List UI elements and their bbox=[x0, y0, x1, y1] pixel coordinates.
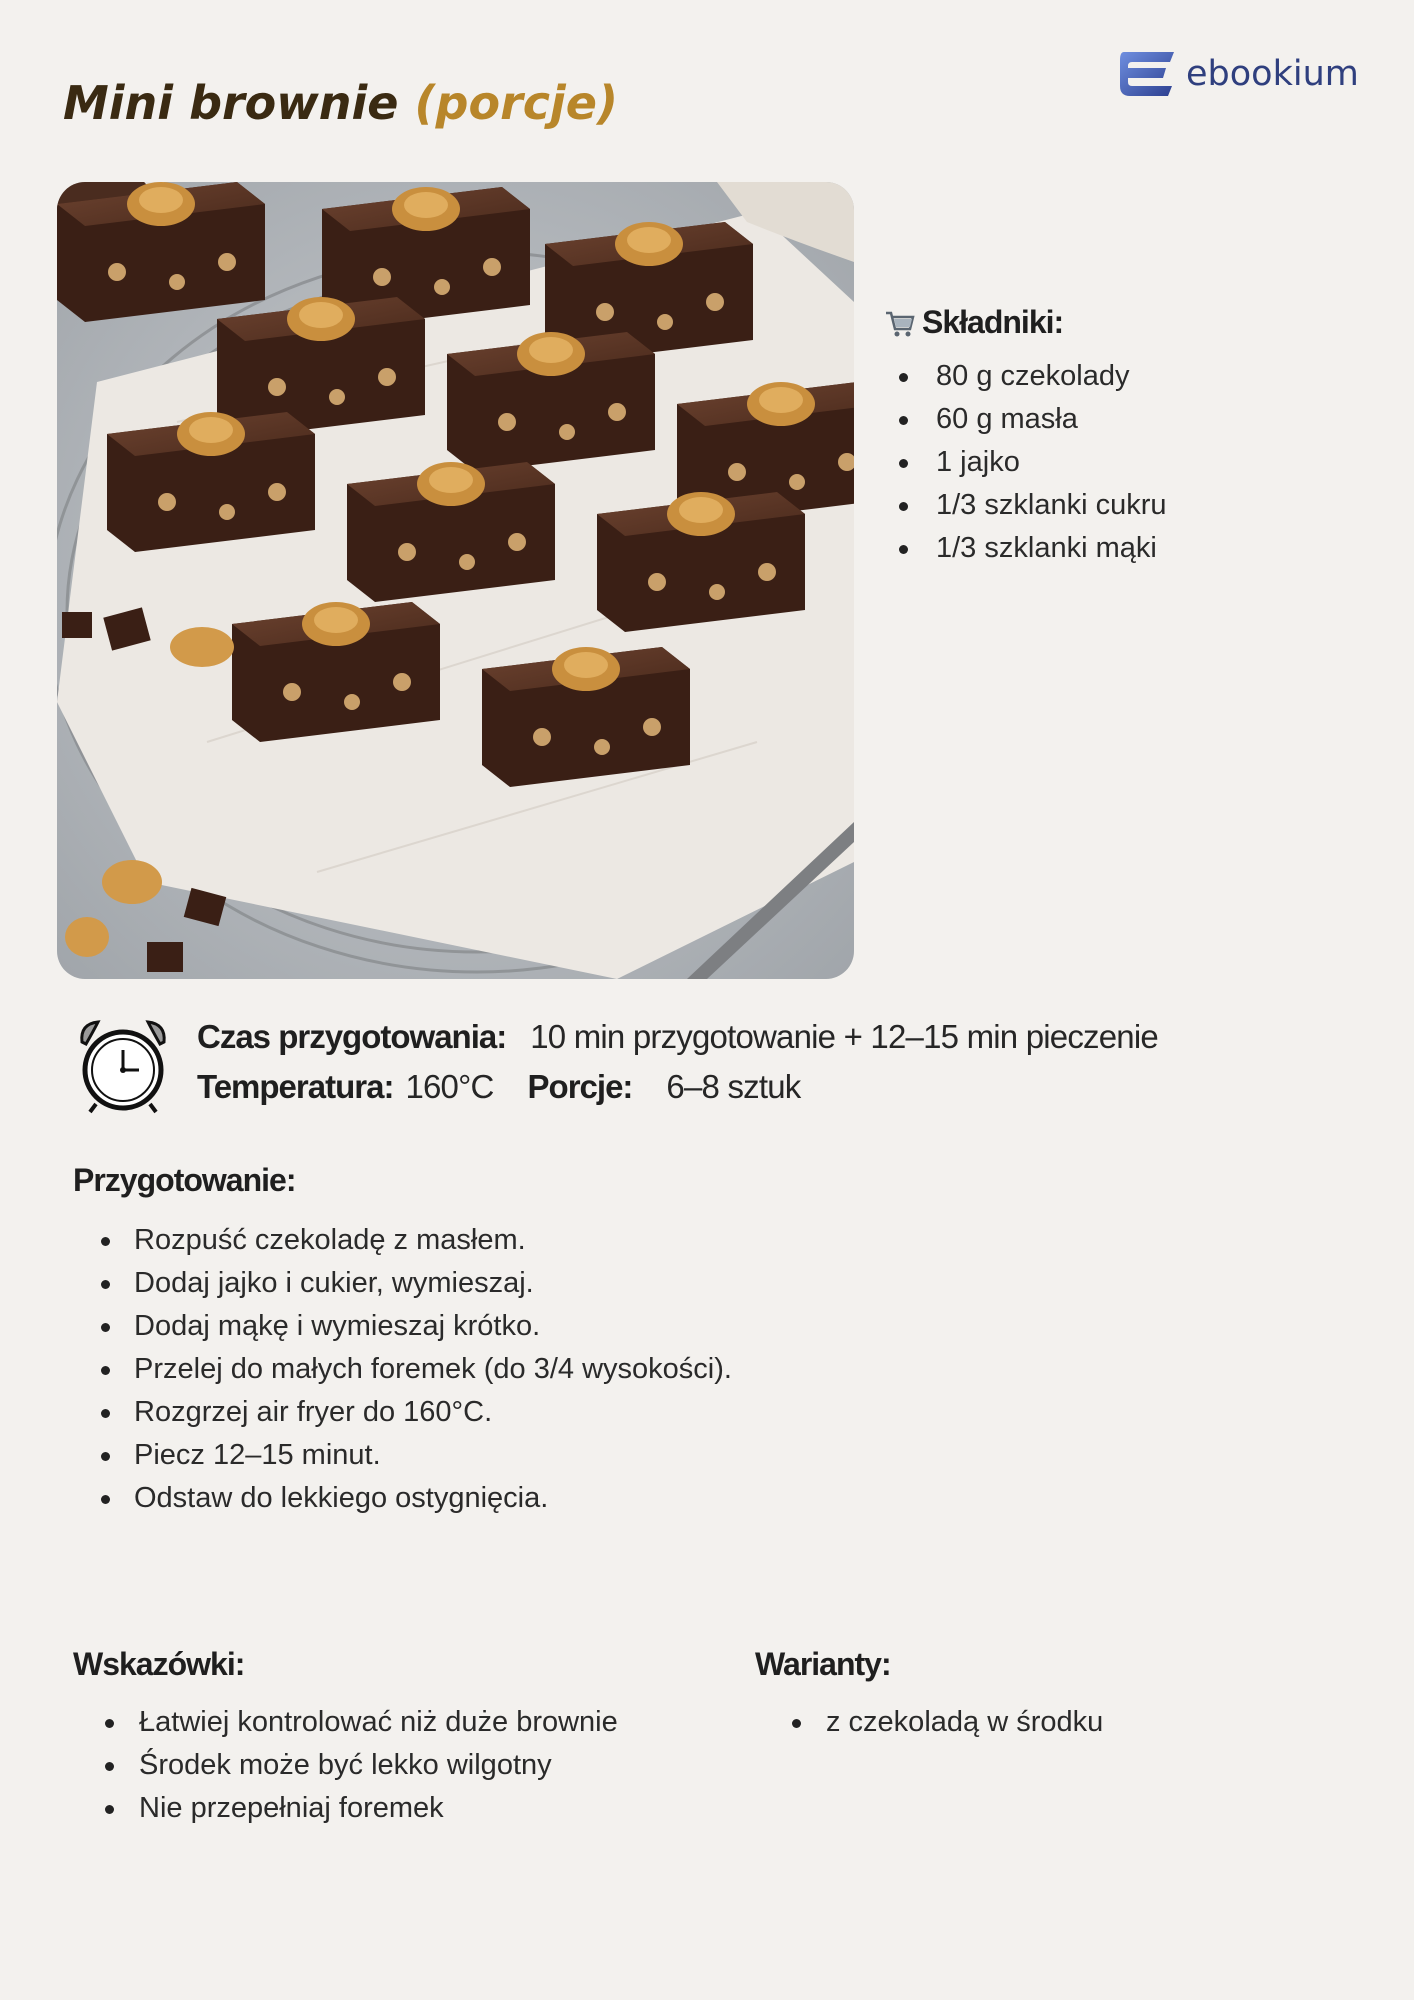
list-item: 1/3 szklanki mąki bbox=[884, 527, 1167, 570]
list-item: Nie przepełniaj foremek bbox=[73, 1787, 618, 1830]
list-item: 1/3 szklanki cukru bbox=[884, 484, 1167, 527]
ingredients-heading-row bbox=[884, 304, 1167, 341]
portions-label: Porcje: bbox=[527, 1068, 633, 1105]
list-item: 1 jajko bbox=[884, 441, 1167, 484]
ingredients-section bbox=[884, 304, 1167, 570]
logo-text: ebookium bbox=[1186, 54, 1359, 94]
list-item: Dodaj jajko i cukier, wymieszaj. bbox=[73, 1262, 732, 1305]
ingredients-heading: Składniki: bbox=[922, 304, 1064, 340]
list-item: Rozgrzej air fryer do 160°C. bbox=[73, 1391, 732, 1434]
temperature-value: 160°C bbox=[405, 1068, 494, 1105]
list-item: Łatwiej kontrolować niż duże brownie bbox=[73, 1701, 618, 1744]
ebookium-logo-icon bbox=[1118, 48, 1178, 100]
list-item: Rozpuść czekoladę z masłem. bbox=[73, 1219, 732, 1262]
title-suffix: (porcje) bbox=[414, 76, 619, 130]
variants-heading: Warianty: bbox=[755, 1646, 891, 1682]
prep-time-row bbox=[197, 1018, 1158, 1056]
variants-section bbox=[755, 1646, 1103, 1744]
page-title bbox=[63, 76, 618, 130]
ingredients-list bbox=[884, 355, 1167, 570]
list-item: 60 g masła bbox=[884, 398, 1167, 441]
recipe-photo bbox=[57, 182, 854, 979]
preparation-heading: Przygotowanie: bbox=[73, 1162, 296, 1198]
tips-heading: Wskazówki: bbox=[73, 1646, 245, 1682]
list-item: Odstaw do lekkiego ostygnięcia. bbox=[73, 1477, 732, 1520]
title-main: Mini brownie bbox=[63, 76, 399, 130]
prep-time-label: Czas przygotowania: bbox=[197, 1018, 507, 1055]
list-item: 80 g czekolady bbox=[884, 355, 1167, 398]
list-item: Piecz 12–15 minut. bbox=[73, 1434, 732, 1477]
brownie-photo bbox=[57, 182, 854, 979]
prep-time-value: 10 min przygotowanie + 12–15 min pieczenie bbox=[530, 1018, 1158, 1055]
temperature-label: Temperatura: bbox=[197, 1068, 394, 1105]
temp-portions-row bbox=[197, 1068, 800, 1106]
list-item: Przelej do małych foremek (do 3/4 wysokości). bbox=[73, 1348, 732, 1391]
alarm-clock-icon bbox=[76, 1018, 170, 1114]
brand-logo[interactable] bbox=[1118, 48, 1359, 100]
tips-section bbox=[73, 1646, 618, 1830]
list-item: Środek może być lekko wilgotny bbox=[73, 1744, 618, 1787]
preparation-list bbox=[73, 1219, 732, 1520]
variants-list bbox=[755, 1701, 1103, 1744]
list-item: z czekoladą w środku bbox=[755, 1701, 1103, 1744]
tips-list bbox=[73, 1701, 618, 1830]
list-item: Dodaj mąkę i wymieszaj krótko. bbox=[73, 1305, 732, 1348]
portions-value: 6–8 sztuk bbox=[666, 1068, 801, 1105]
preparation-section bbox=[73, 1162, 732, 1520]
shopping-cart-icon bbox=[884, 307, 916, 339]
